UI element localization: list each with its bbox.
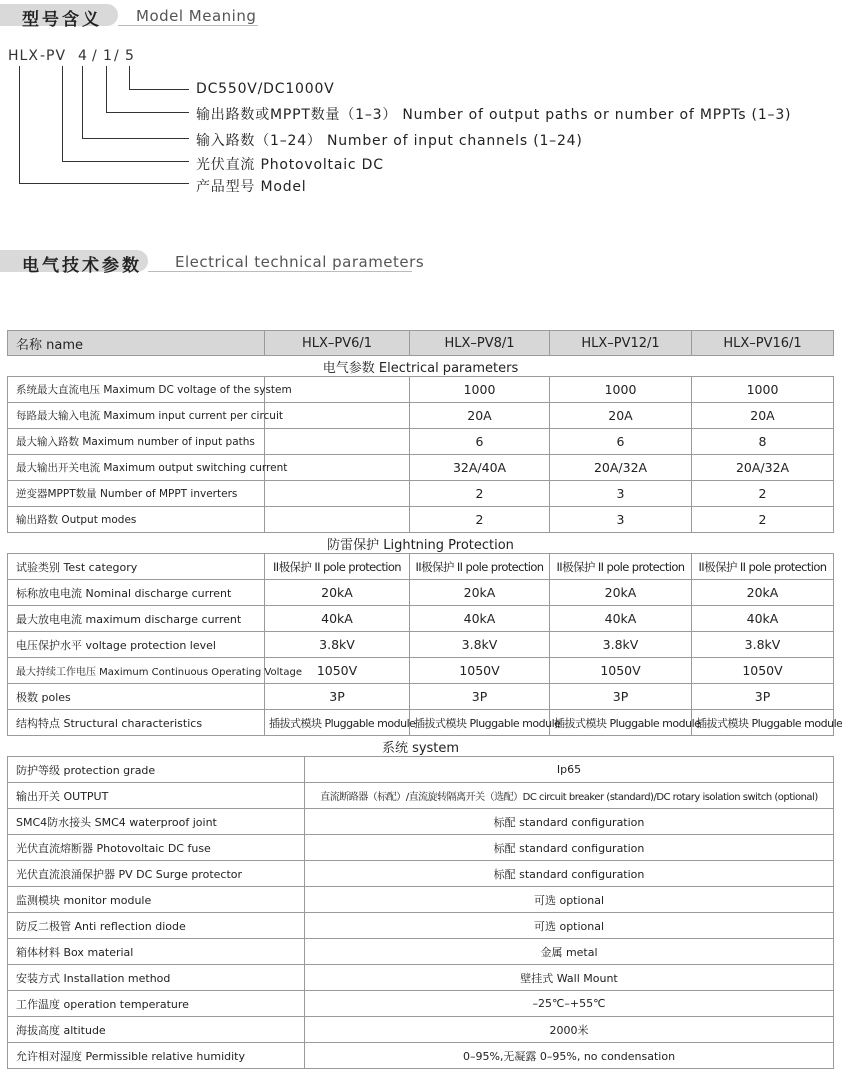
cell-value: 20kA — [265, 580, 410, 606]
meaning-pv: 光伏直流 Photovoltaic DC — [196, 157, 384, 173]
section-title-zh: 电气技术参数 — [22, 256, 142, 276]
cell-value: 20kA — [692, 580, 834, 606]
table-row — [8, 965, 834, 991]
cell-value: 6 — [410, 429, 550, 455]
connector-line — [106, 66, 107, 113]
cell-value: 插拔式模块 Pluggable module — [550, 710, 692, 736]
cell-value: 3.8kV — [692, 632, 834, 658]
code-slash-2: / — [114, 48, 120, 64]
table-row — [8, 887, 834, 913]
cell-value: 32A/40A — [410, 455, 550, 481]
cell-value: 40kA — [410, 606, 550, 632]
table-row — [8, 632, 834, 658]
cell-value: 40kA — [265, 606, 410, 632]
row-label: 最大输入路数 Maximum number of input paths — [8, 429, 265, 455]
cell-value: 标配 standard configuration — [305, 835, 834, 861]
cell-value: 2 — [410, 481, 550, 507]
table-row — [8, 403, 834, 429]
cell-value: 3.8kV — [265, 632, 410, 658]
table-row — [8, 580, 834, 606]
cell-value: 3P — [265, 684, 410, 710]
cell-value: 20A — [410, 403, 550, 429]
row-label: 光伏直流熔断器 Photovoltaic DC fuse — [8, 835, 305, 861]
row-label: 防护等级 protection grade — [8, 757, 305, 783]
connector-line — [62, 66, 63, 162]
table-row — [8, 658, 834, 684]
row-label: 箱体材料 Box material — [8, 939, 305, 965]
cell-value: 1050V — [692, 658, 834, 684]
cell-value: 插拔式模块 Pluggable module — [692, 710, 834, 736]
row-label: 最大持续工作电压 Maximum Continuous Operating Voltage — [8, 658, 265, 684]
cell-value: 3.8kV — [410, 632, 550, 658]
code-voltage: 5 — [125, 48, 135, 64]
header-model: HLX–PV12/1 — [550, 331, 692, 356]
row-label: 每路最大输入电流 Maximum input current per circuit — [8, 403, 265, 429]
row-label: 最大放电电流 maximum discharge current — [8, 606, 265, 632]
row-label: SMC4防水接头 SMC4 waterproof joint — [8, 809, 305, 835]
code-output: 1 — [103, 48, 113, 64]
cell-value: 20kA — [410, 580, 550, 606]
cell-value: 20A/32A — [550, 455, 692, 481]
table-header-row — [8, 331, 834, 356]
cell-value — [265, 403, 410, 429]
cell-value: 壁挂式 Wall Mount — [305, 965, 834, 991]
cell-value: 3P — [692, 684, 834, 710]
row-label: 标称放电电流 Nominal discharge current — [8, 580, 265, 606]
electrical-header — [0, 250, 430, 274]
table-row — [8, 861, 834, 887]
cell-value: 2 — [692, 507, 834, 533]
row-label: 光伏直流浪涌保护器 PV DC Surge protector — [8, 861, 305, 887]
row-label: 安装方式 Installation method — [8, 965, 305, 991]
section-label: 电气参数 Electrical parameters — [8, 356, 834, 377]
cell-value: II极保护 II pole protection — [265, 554, 410, 580]
spec-table — [7, 330, 842, 1069]
cell-value: 标配 standard configuration — [305, 809, 834, 835]
table-row — [8, 783, 834, 809]
table-row — [8, 684, 834, 710]
row-label: 结构特点 Structural characteristics — [8, 710, 265, 736]
cell-value: 标配 standard configuration — [305, 861, 834, 887]
cell-value: 1000 — [410, 377, 550, 403]
connector-line — [19, 183, 189, 184]
cell-value: 直流断路器（标配）/直流旋转隔离开关（选配）DC circuit breaker (standard)/DC rotary isolation switch (optional) — [305, 783, 834, 809]
connector-line — [129, 66, 130, 90]
cell-value: 3P — [410, 684, 550, 710]
code-slash-1: / — [92, 48, 98, 64]
table-row — [8, 554, 834, 580]
cell-value — [265, 507, 410, 533]
header-model: HLX–PV16/1 — [692, 331, 834, 356]
table-row — [8, 377, 834, 403]
row-label: 输出开关 OUTPUT — [8, 783, 305, 809]
section-underline — [118, 25, 258, 26]
code-hlx: HLX — [8, 48, 39, 64]
header-name: 名称 name — [8, 331, 265, 356]
cell-value — [265, 481, 410, 507]
section-band — [8, 356, 834, 377]
section-band — [8, 533, 834, 554]
row-label: 极数 poles — [8, 684, 265, 710]
table-row — [8, 913, 834, 939]
table-row — [8, 455, 834, 481]
meaning-outputs: 输出路数或MPPT数量（1–3） Number of output paths or number of MPPTs (1–3) — [196, 107, 792, 123]
cell-value: –25℃–+55℃ — [305, 991, 834, 1017]
cell-value: 3 — [550, 481, 692, 507]
meaning-model: 产品型号 Model — [196, 179, 307, 195]
cell-value: 插拔式模块 Pluggable module — [265, 710, 410, 736]
connector-line — [82, 66, 83, 139]
cell-value: 可选 optional — [305, 887, 834, 913]
section-band — [8, 736, 834, 757]
cell-value: 1050V — [265, 658, 410, 684]
section-label: 系统 system — [8, 736, 834, 757]
section-title-en: Model Meaning — [136, 7, 257, 25]
cell-value: 20A — [550, 403, 692, 429]
table-row — [8, 939, 834, 965]
row-label: 海拔高度 altitude — [8, 1017, 305, 1043]
row-label: 允许相对湿度 Permissible relative humidity — [8, 1043, 305, 1069]
cell-value: 6 — [550, 429, 692, 455]
cell-value: 插拔式模块 Pluggable module — [410, 710, 550, 736]
header-model: HLX–PV8/1 — [410, 331, 550, 356]
cell-value: 40kA — [692, 606, 834, 632]
cell-value: Ip65 — [305, 757, 834, 783]
cell-value: 1050V — [550, 658, 692, 684]
connector-line — [19, 66, 20, 184]
cell-value: 1000 — [550, 377, 692, 403]
cell-value: 0–95%,无凝露 0–95%, no condensation — [305, 1043, 834, 1069]
table-row — [8, 809, 834, 835]
table-row — [8, 710, 834, 736]
meaning-inputs: 输入路数（1–24） Number of input channels (1–24) — [196, 133, 583, 149]
code-input: 4 — [78, 48, 88, 64]
cell-value: 1000 — [692, 377, 834, 403]
row-label: 输出路数 Output modes — [8, 507, 265, 533]
section-title-zh: 型号含义 — [22, 10, 102, 30]
cell-value: 3.8kV — [550, 632, 692, 658]
section-underline — [148, 271, 412, 272]
cell-value: 20A — [692, 403, 834, 429]
cell-value: 1050V — [410, 658, 550, 684]
table-row — [8, 507, 834, 533]
row-label: 逆变器MPPT数量 Number of MPPT inverters — [8, 481, 265, 507]
row-label: 系统最大直流电压 Maximum DC voltage of the system — [8, 377, 265, 403]
connector-line — [129, 89, 189, 90]
table-row — [8, 429, 834, 455]
cell-value: 2000米 — [305, 1017, 834, 1043]
model-meaning-diagram — [0, 40, 839, 200]
cell-value: II极保护 II pole protection — [410, 554, 550, 580]
table-row — [8, 835, 834, 861]
cell-value: 可选 optional — [305, 913, 834, 939]
table-row — [8, 1043, 834, 1069]
cell-value: 2 — [692, 481, 834, 507]
connector-line — [106, 112, 189, 113]
cell-value: II极保护 II pole protection — [550, 554, 692, 580]
row-label: 电压保护水平 voltage protection level — [8, 632, 265, 658]
cell-value: 8 — [692, 429, 834, 455]
row-label: 监测模块 monitor module — [8, 887, 305, 913]
cell-value: 40kA — [550, 606, 692, 632]
cell-value: 金属 metal — [305, 939, 834, 965]
cell-value: II极保护 II pole protection — [692, 554, 834, 580]
meaning-voltage: DC550V/DC1000V — [196, 81, 335, 97]
row-label: 最大输出开关电流 Maximum output switching current — [8, 455, 265, 481]
code-pv: -PV — [40, 48, 67, 64]
header-model: HLX–PV6/1 — [265, 331, 410, 356]
table-row — [8, 991, 834, 1017]
connector-line — [62, 161, 189, 162]
cell-value: 3 — [550, 507, 692, 533]
cell-value: 20A/32A — [692, 455, 834, 481]
table-row — [8, 1017, 834, 1043]
model-meaning-header — [0, 4, 430, 28]
cell-value — [265, 429, 410, 455]
cell-value: 20kA — [550, 580, 692, 606]
row-label: 防反二极管 Anti reflection diode — [8, 913, 305, 939]
table-row — [8, 481, 834, 507]
table-row — [8, 757, 834, 783]
table-row — [8, 606, 834, 632]
section-title-en: Electrical technical parameters — [175, 253, 425, 271]
row-label: 工作温度 operation temperature — [8, 991, 305, 1017]
cell-value: 2 — [410, 507, 550, 533]
connector-line — [82, 138, 189, 139]
cell-value: 3P — [550, 684, 692, 710]
section-label: 防雷保护 Lightning Protection — [8, 533, 834, 554]
row-label: 试验类别 Test category — [8, 554, 265, 580]
